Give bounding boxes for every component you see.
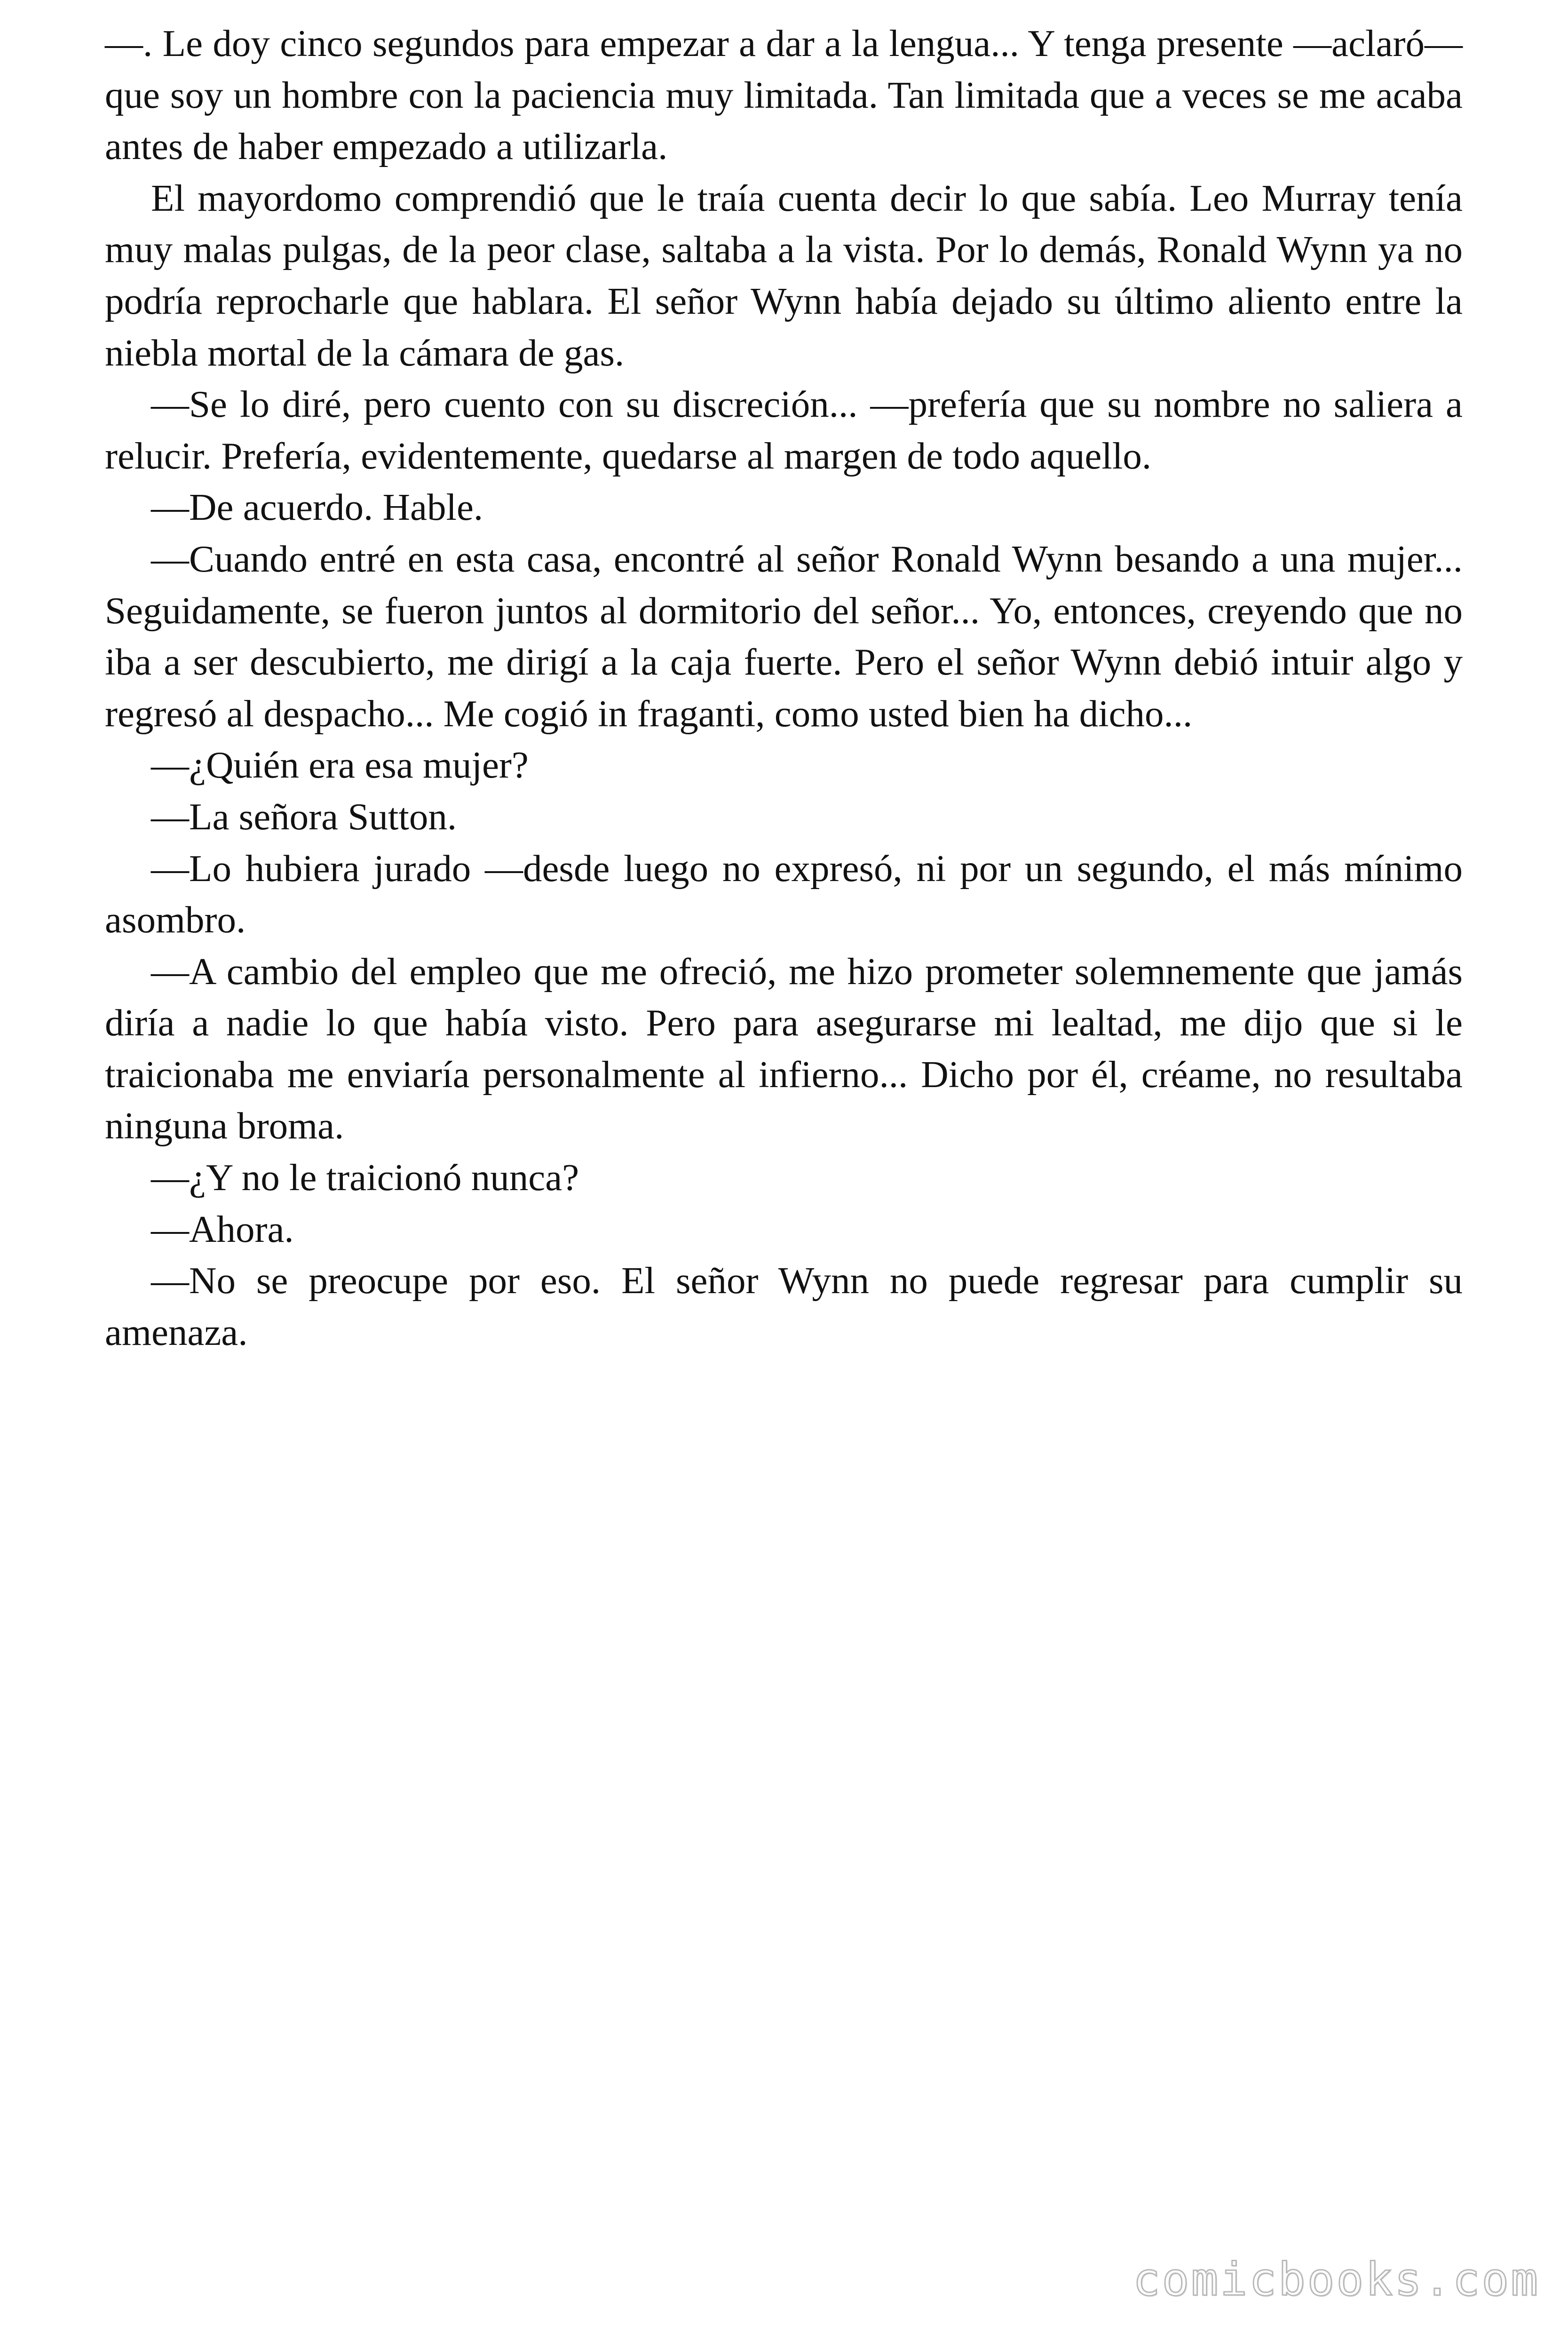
watermark: comicbooks.com	[1132, 2253, 1540, 2306]
body-text	[105, 18, 1463, 1358]
paragraph: —Se lo diré, pero cuento con su discreción... —prefería que su nombre no saliera a relucir. Prefería, evidentemente, quedarse al margen de todo aquello.	[105, 383, 1463, 477]
paragraph: —¿Y no le traicionó nunca?	[151, 1156, 579, 1199]
paragraph: —Ahora.	[151, 1208, 294, 1250]
paragraph: —De acuerdo. Hable.	[151, 486, 483, 529]
paragraph: —Lo hubiera jurado —desde luego no expresó, ni por un segundo, el más mínimo asombro.	[105, 847, 1463, 941]
paragraph: —. Le doy cinco segundos para empezar a dar a la lengua... Y tenga presente —aclaró— que soy un hombre con la paciencia muy limitada. Tan limitada que a veces se me acaba antes de haber empezado a utilizarla.	[105, 22, 1463, 168]
paragraph: —Cuando entré en esta casa, encontré al señor Ronald Wynn besando a una mujer... Seguidamente, se fueron juntos al dormitorio del señor... Yo, entonces, creyendo que no iba a ser descubierto, me dirigí a la caja fuerte. Pero el señor Wynn debió intuir algo y regresó al despacho... Me cogió in fraganti, como usted bien ha dicho...	[105, 537, 1463, 735]
paragraph: —La señora Sutton.	[151, 795, 457, 838]
paragraph: —A cambio del empleo que me ofreció, me hizo prometer solemnemente que jamás diría a nadie lo que había visto. Pero para asegurarse mi lealtad, me dijo que si le traicionaba me enviaría personalmente al infierno... Dicho por él, créame, no resultaba ninguna broma.	[105, 950, 1463, 1147]
paragraph: —No se preocupe por eso. El señor Wynn no puede regresar para cumplir su amenaza.	[105, 1259, 1463, 1353]
paragraph: El mayordomo comprendió que le traía cuenta decir lo que sabía. Leo Murray tenía muy malas pulgas, de la peor clase, saltaba a la vista. Por lo demás, Ronald Wynn ya no podría reprocharle que hablara. El señor Wynn había dejado su último aliento entre la niebla mortal de la cámara de gas.	[105, 176, 1463, 374]
paragraph: —¿Quién era esa mujer?	[151, 744, 529, 787]
